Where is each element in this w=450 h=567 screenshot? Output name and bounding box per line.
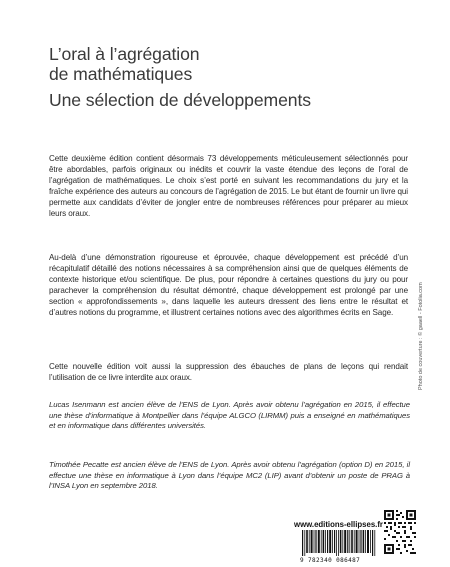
- title-line-1: L’oral à l’agrégation: [49, 44, 200, 64]
- author-bio-isenmann: Lucas Isenmann est ancien élève de l’ENS de Lyon. Après avoir obtenu l’agrégation en 2015, il effectue une thèse d’informatique à Montpellier dans l’équipe ALGCO (LIRMM) puis a enseigné en mathématiques et en informatique dans différentes universités.: [49, 400, 410, 430]
- author-bio-pecatte: Timothée Pecatte est ancien élève de l’ENS de Lyon. Après avoir obtenu l’agrégation (option D) en 2015, il effectue une thèse en informatique à Lyon dans l’équipe MC2 (LIP) avant d’obtenir un poste de PRAG à l’INSA Lyon en septembre 2018.: [49, 460, 410, 490]
- title-line-2: de mathématiques: [49, 64, 193, 84]
- book-title: [49, 44, 409, 84]
- description-paragraph-2: Au-delà d’une démonstration rigoureuse et éprouvée, chaque développement est précédé d’un récapitulatif détaillé des notions nécessaires à sa compréhension ainsi que de quelques éléments de contexte historique et/ou scientifique. De plus, pour répondre à certaines questions du jury ou pour parachever la compréhension du résultat démontré, chaque développement est prolongé par une section « approfondissements », dans laquelle les auteurs dressent des liens entre le résultat et d’autres notions du programme, et illustrent certaines notions avec des algorithmes écrits en Sage.: [49, 253, 408, 317]
- publisher-website[interactable]: www.editions-ellipses.fr: [294, 520, 383, 529]
- description-paragraph-1: Cette deuxième édition contient désormais 73 développements méticuleusement sélectionnés pour être abordables, parfois originaux ou inédits et couvrir la vaste étendue des leçons de l’oral de l’agrégation de mathématiques. Le choix s’est porté en suivant les recommandations du jury et la fraîche expérience des auteurs au concours de l’agrégation de 2015. Le but étant de fournir un livre qui permette aux candidats d’éviter de jongler entre de nombreuses références pour préparer au mieux leurs oraux.: [49, 154, 409, 218]
- barcode: [302, 530, 376, 556]
- isbn-number: 9 782340 086487: [300, 557, 361, 564]
- photo-credit: Photo de couverture : © gaaell - Fotolia.com: [418, 282, 424, 390]
- description-paragraph-3: Cette nouvelle édition voit aussi la suppression des ébauches de plans de leçons qui rendait l’utilisation de ce livre interdite aux oraux.: [49, 362, 408, 382]
- qr-code[interactable]: [384, 510, 416, 554]
- book-subtitle: Une sélection de développements: [49, 90, 311, 110]
